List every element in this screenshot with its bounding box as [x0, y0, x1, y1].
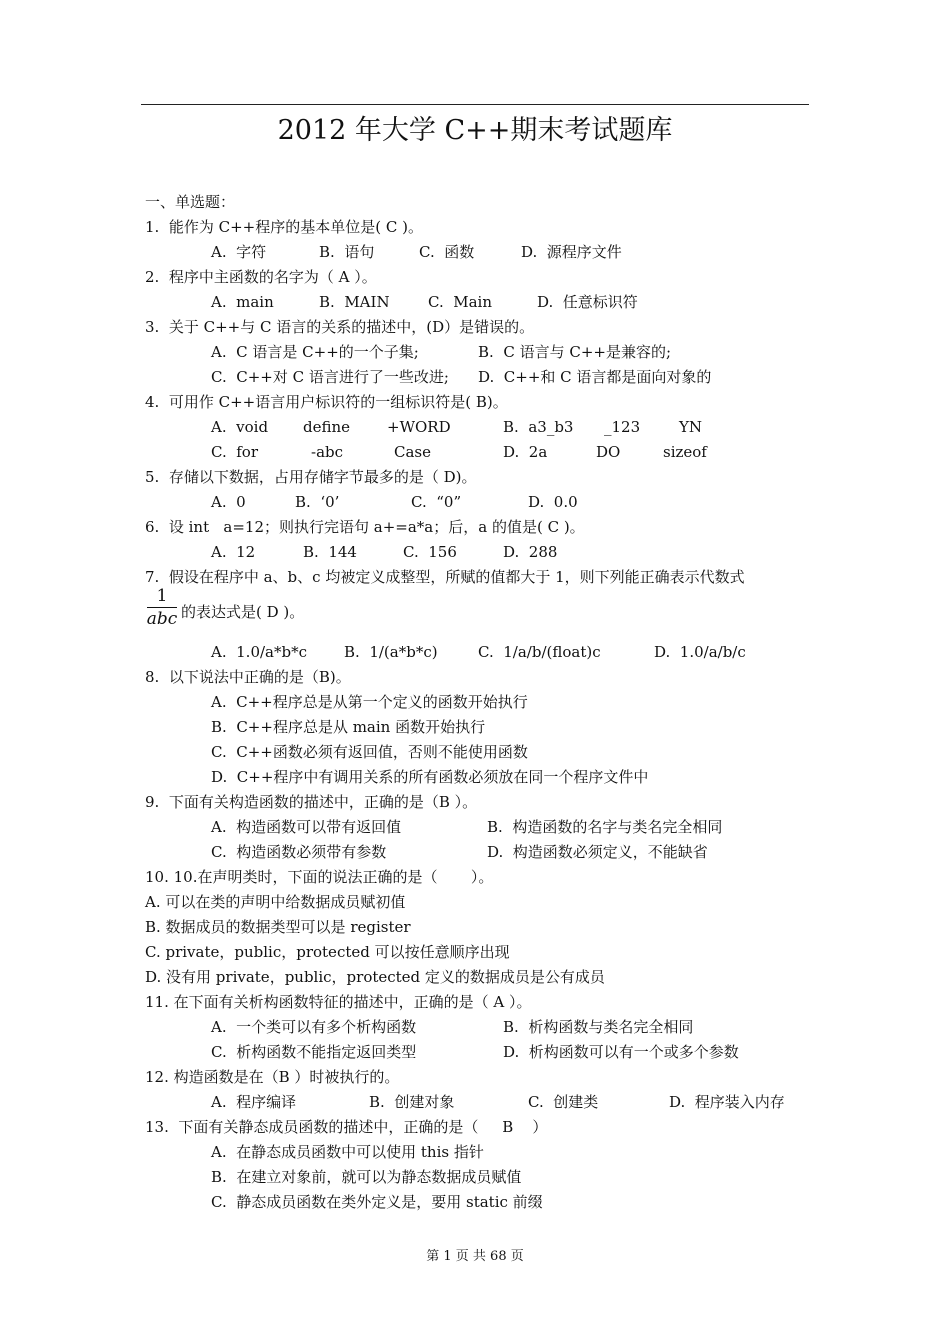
option-a: A. void: [211, 418, 269, 436]
option-b: B. ‘0’: [295, 493, 340, 511]
page-footer: 第 1 页 共 68 页: [426, 1249, 524, 1264]
option-b: B. 1/(a*b*c): [344, 643, 438, 661]
option-c: C. 1/a/b/(float)c: [478, 643, 601, 661]
option-a: A. main: [211, 293, 274, 311]
question-9-stem: 9. 下面有关构造函数的描述中，正确的是（B ）。: [145, 793, 478, 811]
question-7-stem-tail: 的表达式是( D )。: [181, 603, 305, 621]
question-8-option-a: A. C++程序总是从第一个定义的函数开始执行: [211, 693, 528, 711]
question-3-options-row2: [211, 365, 771, 389]
question-5-options: [211, 490, 771, 514]
option-d-item: sizeof: [663, 443, 707, 461]
option-a-item: define: [303, 418, 351, 436]
question-7-stem: 7. 假设在程序中 a、b、c 均被定义成整型，所赋的值都大于 1，则下列能正确表示代数式: [145, 568, 745, 586]
option-d-item: DO: [596, 443, 621, 461]
option-b: B. 语句: [319, 243, 375, 261]
question-10-option-a: A. 可以在类的声明中给数据成员赋初值: [145, 893, 406, 911]
question-9-options-row1: [211, 815, 771, 839]
question-10-option-d: D. 没有用 private，public，protected 定义的数据成员是公有成员: [145, 968, 605, 986]
question-10-stem: 10. 10.在声明类时，下面的说法正确的是（ ）。: [145, 868, 494, 886]
question-12-options: [211, 1090, 801, 1114]
option-c: C. “0”: [411, 493, 462, 511]
question-3-stem: 3. 关于 C++与 C 语言的关系的描述中，(D）是错误的。: [145, 318, 535, 336]
option-c: C. for: [211, 443, 258, 461]
question-13-stem: 13. 下面有关静态成员函数的描述中，正确的是（ B ）: [145, 1118, 548, 1136]
header-rule: [141, 104, 809, 105]
fraction-expression: [145, 586, 179, 629]
question-7-options: [211, 640, 791, 664]
option-b-item: _123: [604, 418, 641, 436]
option-a: A. 0: [211, 493, 246, 511]
option-d: D. 程序装入内存: [669, 1093, 785, 1111]
option-b: B. 析构函数与类名完全相同: [503, 1018, 694, 1036]
question-3-options-row1: [211, 340, 771, 364]
option-a: A. 1.0/a*b*c: [211, 643, 307, 661]
option-b: B. 构造函数的名字与类名完全相同: [487, 818, 723, 836]
question-11-stem: 11. 在下面有关析构函数特征的描述中，正确的是（ A ）。: [145, 993, 532, 1011]
question-13-option-b: B. 在建立对象前，就可以为静态数据成员赋值: [211, 1168, 522, 1186]
option-a: A. C 语言是 C++的一个子集;: [211, 343, 419, 361]
question-8-option-b: B. C++程序总是从 main 函数开始执行: [211, 718, 486, 736]
question-6-stem: 6. 设 int a=12；则执行完语句 a+=a*a；后，a 的值是( C )。: [145, 518, 585, 536]
option-c: C. 创建类: [528, 1093, 599, 1111]
option-b: B. 144: [303, 543, 357, 561]
question-5-stem: 5. 存储以下数据，占用存储字节最多的是（ D)。: [145, 468, 477, 486]
option-d: D. 2a: [503, 443, 548, 461]
option-a: A. 字符: [211, 243, 267, 261]
page-title: 2012 年大学 C++期末考试题库: [277, 115, 673, 146]
fraction-denominator: abc: [146, 609, 178, 629]
option-a: A. 一个类可以有多个析构函数: [211, 1018, 417, 1036]
question-9-options-row2: [211, 840, 771, 864]
section-heading: 一、单选题：: [145, 193, 236, 211]
option-c: C. 析构函数不能指定返回类型: [211, 1043, 417, 1061]
question-8-stem: 8. 以下说法中正确的是（B)。: [145, 668, 351, 686]
question-8-option-c: C. C++函数必须有返回值，否则不能使用函数: [211, 743, 528, 761]
question-10-option-b: B. 数据成员的数据类型可以是 register: [145, 918, 411, 936]
option-b: B. C 语言与 C++是兼容的;: [478, 343, 672, 361]
question-1-stem: 1. 能作为 C++程序的基本单位是( C )。: [145, 218, 423, 236]
question-1-options: [211, 240, 771, 264]
question-2-stem: 2. 程序中主函数的名字为（ A ）。: [145, 268, 377, 286]
question-4-options-row1: [211, 415, 771, 439]
question-10-option-c: C. private，public，protected 可以按任意顺序出现: [145, 943, 510, 961]
option-b: B. MAIN: [319, 293, 390, 311]
question-8-option-d: D. C++程序中有调用关系的所有函数必须放在同一个程序文件中: [211, 768, 649, 786]
option-c: C. 构造函数必须带有参数: [211, 843, 387, 861]
option-c: C. 函数: [419, 243, 475, 261]
option-a-item: +WORD: [387, 418, 451, 436]
option-d: D. 析构函数可以有一个或多个参数: [503, 1043, 739, 1061]
option-c-item: -abc: [311, 443, 344, 461]
question-11-options-row1: [211, 1015, 781, 1039]
option-c: C. 156: [403, 543, 457, 561]
question-12-stem: 12. 构造函数是在（B ）时被执行的。: [145, 1068, 400, 1086]
option-c: C. Main: [428, 293, 493, 311]
question-4-options-row2: [211, 440, 771, 464]
question-11-options-row2: [211, 1040, 781, 1064]
option-d: D. 288: [503, 543, 558, 561]
question-4-stem: 4. 可用作 C++语言用户标识符的一组标识符是( B)。: [145, 393, 508, 411]
fraction-bar: [147, 607, 177, 608]
option-b: B. a3_b3: [503, 418, 574, 436]
option-a: A. 程序编译: [211, 1093, 297, 1111]
option-b-item: YN: [679, 418, 703, 436]
question-2-options: [211, 290, 771, 314]
question-6-options: [211, 540, 771, 564]
option-d: D. 构造函数必须定义，不能缺省: [487, 843, 708, 861]
option-d: D. 0.0: [528, 493, 578, 511]
question-13-option-a: A. 在静态成员函数中可以使用 this 指针: [211, 1143, 484, 1161]
option-d: D. 任意标识符: [537, 293, 638, 311]
option-b: B. 创建对象: [369, 1093, 455, 1111]
option-c: C. C++对 C 语言进行了一些改进;: [211, 368, 449, 386]
option-d: D. 1.0/a/b/c: [654, 643, 746, 661]
option-c-item: Case: [394, 443, 431, 461]
option-a: A. 12: [211, 543, 256, 561]
fraction-numerator: 1: [156, 586, 168, 606]
question-13-option-c: C. 静态成员函数在类外定义是，要用 static 前缀: [211, 1193, 543, 1211]
option-d: D. 源程序文件: [521, 243, 622, 261]
option-d: D. C++和 C 语言都是面向对象的: [478, 368, 712, 386]
option-a: A. 构造函数可以带有返回值: [211, 818, 402, 836]
